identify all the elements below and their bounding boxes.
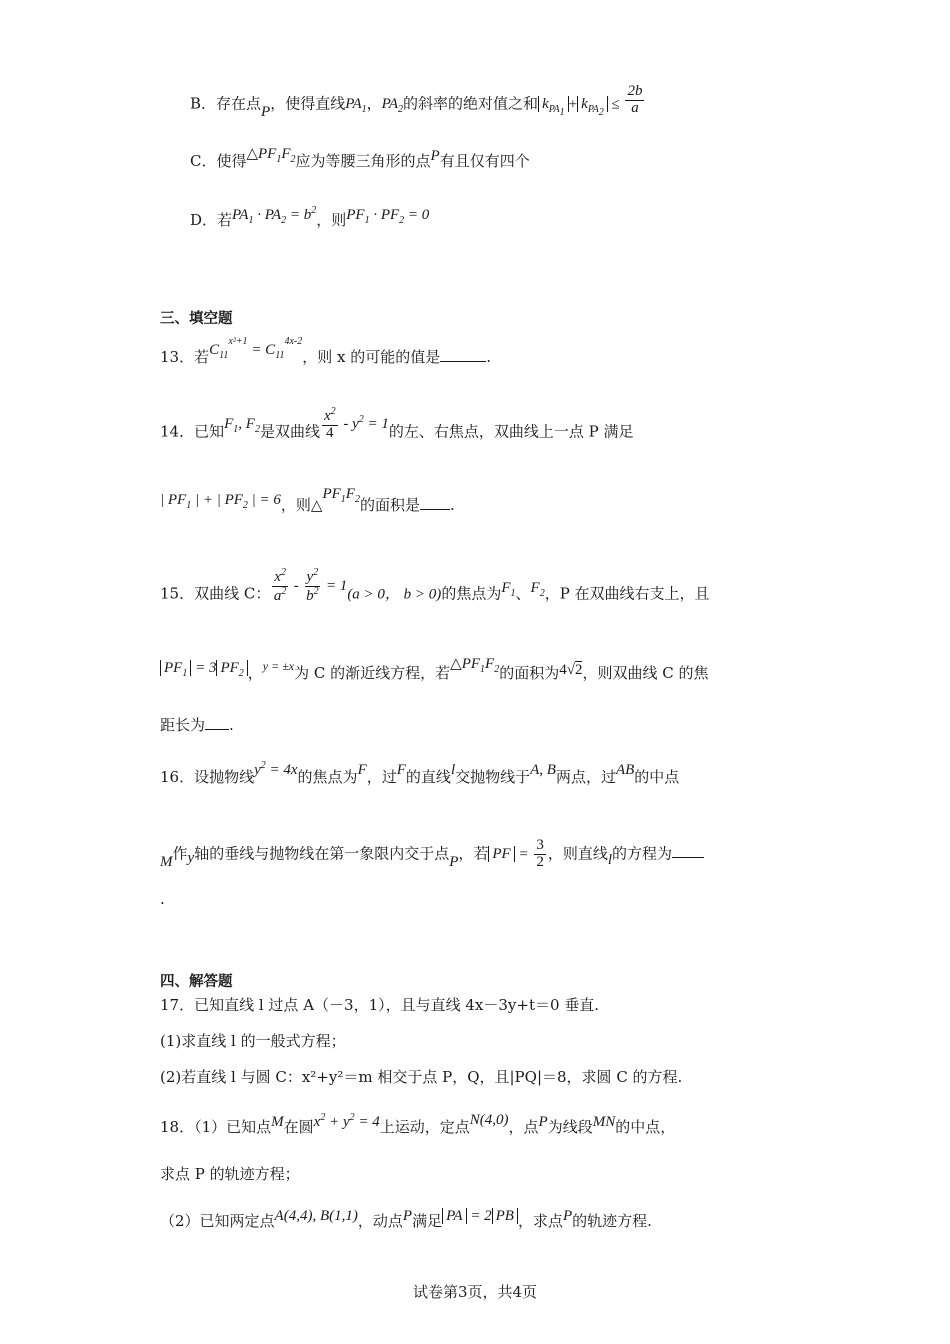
question-15-line2: $PF_1 = 3$ $PF_2$ ，$^{y = \pm x}$为 C 的渐近线方程，若$\triangle PF_1F_2$的面积为4√2，则双曲线 C 的焦 xyxy=(160,662,708,691)
option-b-label: B．存在点 xyxy=(190,94,262,113)
answer-blank[interactable] xyxy=(672,857,704,858)
section-title-answer: 四、解答题 xyxy=(160,974,233,990)
question-18-line2: 求点 P 的轨迹方程； xyxy=(160,1165,300,1183)
question-16-line3: . xyxy=(160,890,165,908)
question-15-line3: 距长为 . xyxy=(160,716,234,734)
answer-blank[interactable] xyxy=(205,729,229,730)
question-15: 15．双曲线 C： $\frac{x^2}{a^2}$ - $\frac{y^2}{b^2}$ = 1(a > 0， b > 0)的焦点为$F_1$、$F_2$，P 在双曲线右支上，且 xyxy=(160,567,710,604)
option-d: D．若$PA_1 \cdot PA_2 = b^2$，则$PF_1 \cdot PF_2 = 0$ xyxy=(190,205,430,229)
question-14-line2: | $PF_1$ | + | $PF_2$ | = 6，则$\triangle PF_1F_2$的面积是 . xyxy=(160,486,455,514)
option-b: B．存在点P，使得直线$PA_1$，$PA_2$的斜率的绝对值之和 $k_{PA_1}+ k_{PA_2}$ ≤ $\frac{2b}{a}$ xyxy=(190,83,643,121)
question-18-part2: （2）已知两定点A(4,4), B(1,1)，动点P满足 PA = 2 PB ，求点P的轨迹方程. xyxy=(160,1208,652,1230)
question-17-part1: (1)求直线 l 的一般式方程； xyxy=(160,1032,346,1050)
answer-blank[interactable] xyxy=(420,509,450,510)
option-c: C．使得$\triangle PF_1F_2$应为等腰三角形的点P有且仅有四个 xyxy=(190,146,530,170)
question-17: 17．已知直线 l 过点 A（－3，1），且与直线 4x－3y+t＝0 垂直. xyxy=(160,996,600,1014)
question-16-line2: M作y轴的垂线与抛物线在第一象限内交于点P，若 PF = $\frac{3}{2}$ ，则直线l的方程为 xyxy=(160,838,704,871)
section-title-fill-blank: 三、填空题 xyxy=(160,311,233,327)
question-16: 16．设抛物线$y^2 = 4x$的焦点为F，过F的直线l交抛物线于A, B两点，过AB的中点 xyxy=(160,760,680,786)
page-footer: 试卷第3页，共4页 xyxy=(412,1283,538,1301)
question-14: 14．已知$F_1$, $F_2$是双曲线 $\frac{x^2}{4}$ - $y^2 = 1$的左、右焦点，双曲线上一点 P 满足 xyxy=(160,406,634,441)
question-13: 13．若$C_{11}^{x^2+1} = C_{11}^{4x-2}$，则 x 的可能的值是 . xyxy=(160,336,492,366)
answer-blank[interactable] xyxy=(440,361,486,362)
question-17-part2: (2)若直线 l 与圆 C：x²+y²＝m 相交于点 P，Q，且|PQ|＝8，求圆 C 的方程. xyxy=(160,1068,683,1086)
question-18: 18．（1）已知点M在圆$x^2 + y^2 = 4$上运动，定点N(4,0)，点P为线段MN的中点， xyxy=(160,1112,676,1136)
